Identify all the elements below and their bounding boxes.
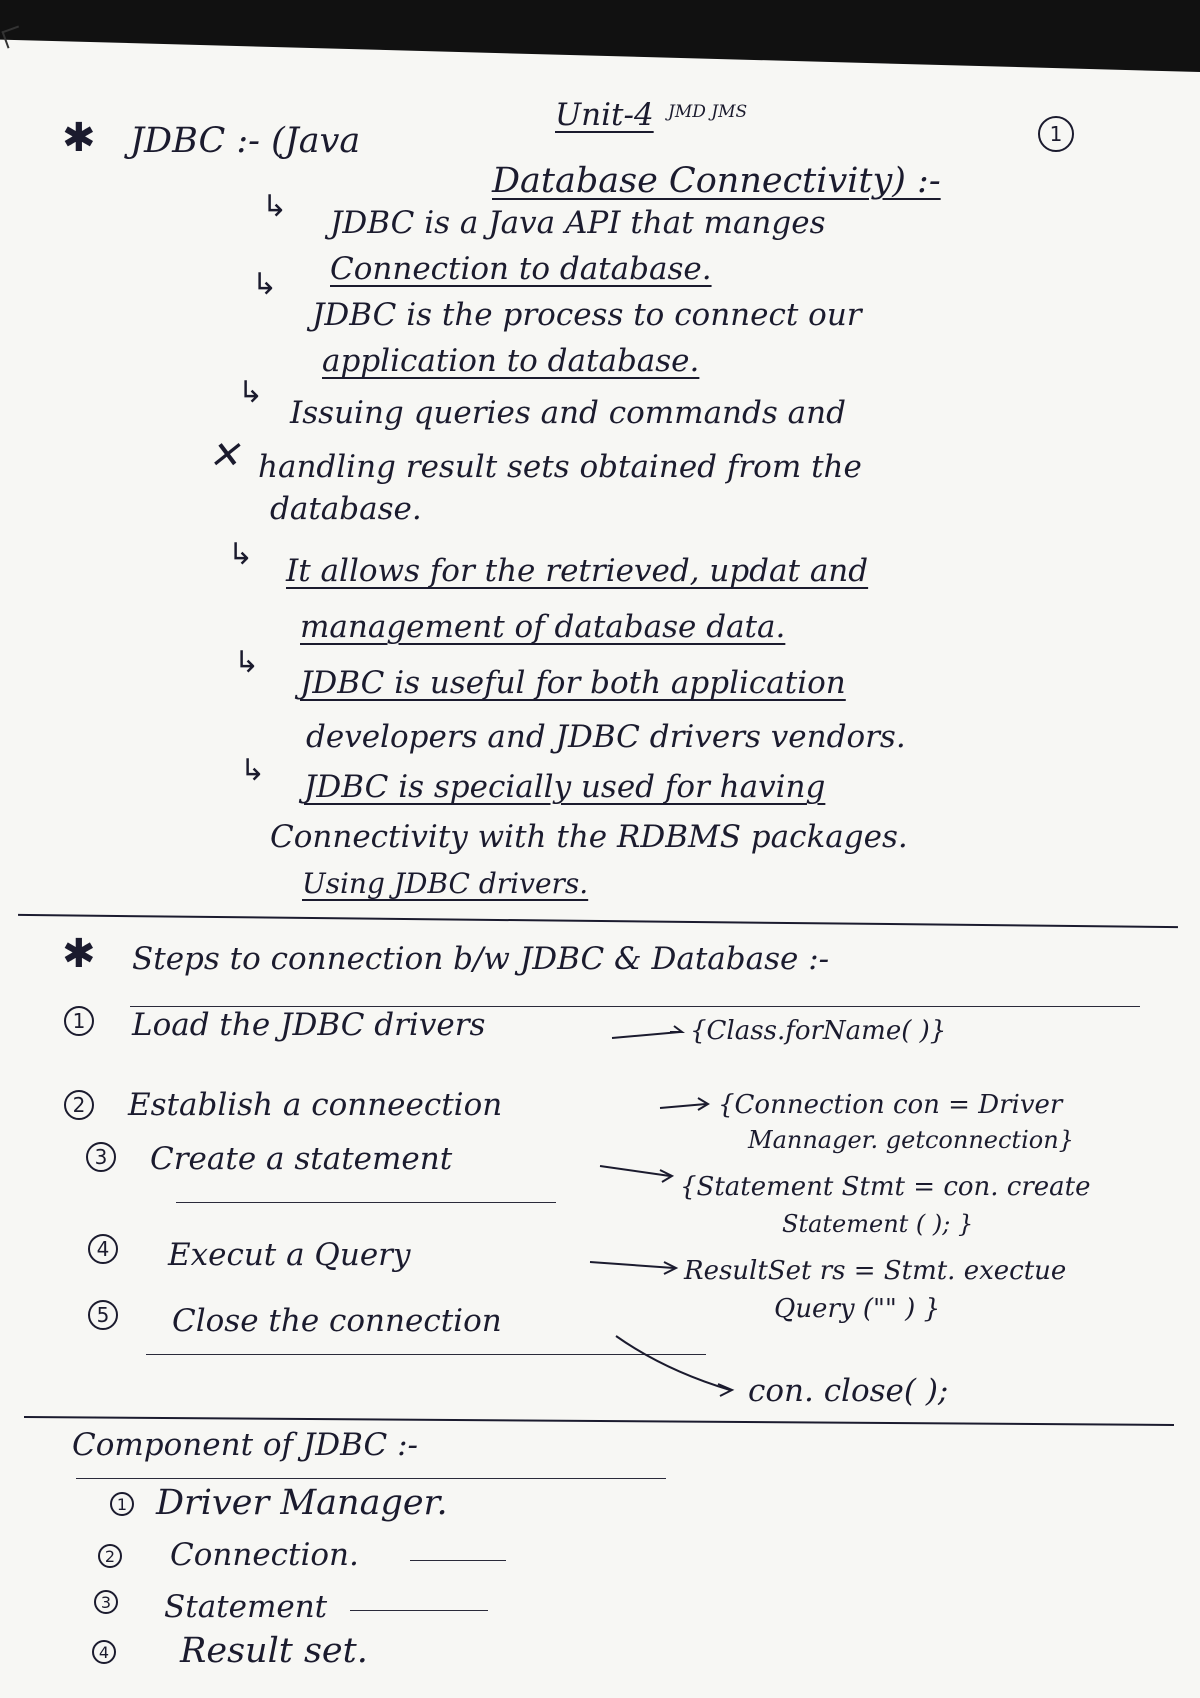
jdbc-point-3-line-3: database. [270, 491, 422, 527]
jdbc-point-2-line-1: JDBC is the process to connect our [312, 297, 862, 333]
unit-subtitle: JMD JMS [668, 102, 748, 122]
page-number-badge: 1 [1038, 116, 1074, 152]
components-heading: Component of JDBC :- [72, 1427, 418, 1463]
step-number-badge: 2 [64, 1090, 94, 1120]
hook-arrow-icon: ↳ [240, 753, 266, 788]
step-4-text: Execut a Query [168, 1237, 411, 1273]
step-4-code-line-2: Query ("" ) } [774, 1294, 941, 1324]
hook-arrow-icon: ↳ [238, 375, 264, 410]
step-2-code-line-2: Mannager. getconnection} [748, 1126, 1074, 1154]
step-number-badge: 5 [88, 1300, 118, 1330]
step-number-badge: 3 [86, 1142, 116, 1172]
section-divider [24, 1416, 1174, 1426]
step-3-code-line-1: {Statement Stmt = con. create [680, 1172, 1091, 1202]
arrow-step-3 [600, 1166, 670, 1176]
jdbc-heading-rest: Database Connectivity) :- [492, 161, 941, 201]
scan-dark-edge [0, 0, 1200, 72]
jdbc-point-3-line-1: Issuing queries and commands and [290, 395, 846, 431]
hook-arrow-icon: ↳ [252, 267, 278, 302]
jdbc-point-6-line-3: Using JDBC drivers. [302, 867, 589, 900]
step-1-code: {Class.forName( )} [690, 1016, 947, 1046]
jdbc-point-1-line-1: JDBC is a Java API that manges [330, 205, 826, 241]
jdbc-point-3-line-2: handling result sets obtained from the [258, 449, 862, 485]
arrow-step-1 [612, 1032, 680, 1038]
jdbc-point-4-line-2: management of database data. [300, 609, 786, 645]
component-2-text: Connection. [170, 1537, 359, 1573]
step-4-code-line-1: ResultSet rs = Stmt. exectue [684, 1256, 1067, 1286]
steps-heading: Steps to connection b/w JDBC & Database :- [132, 941, 830, 977]
step-5-code: con. close( ); [748, 1373, 949, 1409]
step-2-text: Establish a conneection [128, 1087, 503, 1123]
jdbc-heading: JDBC :- (Java [130, 121, 361, 161]
step-underline [146, 1354, 706, 1355]
step-3-code-line-2: Statement ( ); } [782, 1210, 974, 1238]
component-1-text: Driver Manager. [156, 1483, 448, 1523]
component-number-badge: 3 [94, 1590, 118, 1614]
unit-title: Unit-4 [555, 97, 654, 133]
hook-arrow-icon: ↳ [262, 189, 288, 224]
jdbc-point-5-line-1: JDBC is useful for both application [300, 665, 846, 701]
component-number-badge: 2 [98, 1544, 122, 1568]
hook-arrow-icon: ↳ [234, 645, 260, 680]
star-bullet-icon: ✱ [62, 115, 96, 161]
trailing-dash [410, 1560, 506, 1561]
jdbc-point-2-line-2: application to database. [322, 343, 700, 379]
step-1-text: Load the JDBC drivers [132, 1007, 486, 1043]
hook-arrow-icon: ↳ [228, 537, 254, 572]
component-3-text: Statement [164, 1589, 328, 1625]
step-number-badge: 1 [64, 1006, 94, 1036]
arrow-step-5 [616, 1336, 730, 1390]
component-4-text: Result set. [180, 1631, 368, 1671]
component-number-badge: 1 [110, 1492, 134, 1516]
cross-mark-icon: ✕ [208, 433, 240, 477]
jdbc-point-6-line-1: JDBC is specially used for having [304, 769, 826, 805]
jdbc-point-5-line-2: developers and JDBC drivers vendors. [306, 719, 906, 755]
step-3-text: Create a statement [150, 1141, 453, 1177]
section-divider [18, 914, 1178, 928]
component-number-badge: 4 [92, 1640, 116, 1664]
star-bullet-icon: ✱ [62, 931, 96, 977]
arrow-step-4 [590, 1262, 674, 1268]
jdbc-point-6-line-2: Connectivity with the RDBMS packages. [270, 819, 908, 855]
jdbc-point-1-line-2: Connection to database. [330, 251, 712, 287]
step-number-badge: 4 [88, 1234, 118, 1264]
arrow-step-2 [660, 1104, 706, 1108]
step-underline [176, 1202, 556, 1203]
trailing-dash [350, 1610, 488, 1611]
heading-underline [76, 1478, 666, 1479]
jdbc-point-4-line-1: It allows for the retrieved, updat and [286, 553, 869, 589]
step-5-text: Close the connection [172, 1303, 502, 1339]
step-2-code-line-1: {Connection con = Driver [718, 1090, 1063, 1120]
